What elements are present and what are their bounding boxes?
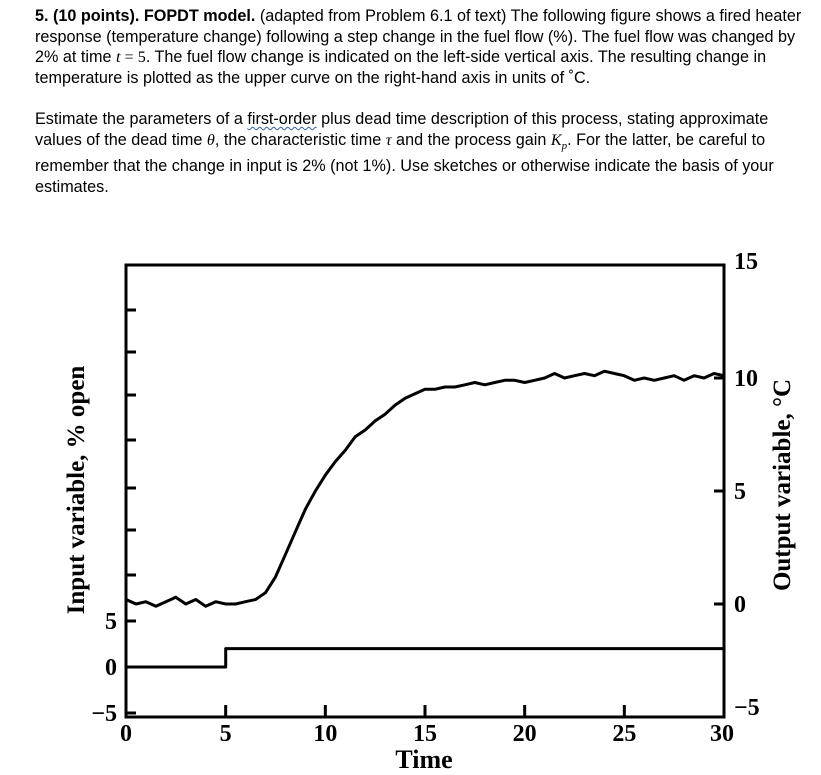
x-tick-label: 30	[710, 721, 734, 747]
paragraph-1-text-b: . The fuel flow change is indicated on the left-side vertical axis. The resulting change in temperature is plotted as the upper curve on the right-hand axis in units of ˚C.	[35, 48, 767, 88]
paragraph-1-text-a: (adapted from Problem 6.1 of text) The following figure shows a fired heater response (temperature change) following a step change in the fuel flow (%). The fuel flow was changed by 2% at time	[35, 7, 802, 67]
problem-points: (10 points).	[53, 7, 140, 25]
right-tick-label: 15	[734, 249, 758, 275]
right-tick-label: 10	[734, 366, 758, 392]
math-t: t	[115, 48, 121, 67]
left-tick-label: 5	[105, 609, 117, 635]
x-tick-label: 0	[120, 721, 132, 747]
x-tick-label: 20	[512, 721, 537, 747]
x-tick-label: 5	[219, 721, 232, 747]
paragraph-2-text-a: Estimate the parameters of a	[35, 109, 248, 128]
x-tick-label: 15	[413, 721, 437, 747]
problem-title: FOPDT model.	[143, 7, 256, 25]
output-series-line	[126, 371, 724, 606]
math-eq: = 5	[120, 48, 146, 67]
tick-labels	[91, 249, 759, 747]
math-kp-k: K	[550, 130, 562, 149]
left-tick-label: 0	[105, 655, 117, 681]
left-tick-label: −5	[91, 701, 117, 727]
right-tick-label: 5	[734, 479, 746, 505]
x-axis-title: Time	[395, 745, 453, 774]
math-kp-sub: p	[561, 139, 568, 152]
left-axis-title: Input variable, % open	[63, 365, 90, 615]
input-series-line	[126, 649, 724, 667]
paragraph-2-text-e: . For the latter, be careful to remember that the change in input is 2% (not 1%). Use sketches or otherwise indicate the basis of your estimates.	[35, 130, 774, 197]
right-tick-label: −5	[734, 695, 760, 721]
problem-number: 5.	[35, 7, 49, 25]
paragraph-2-text-b: plus dead time description of this process, stating approximate values of the dead time	[35, 109, 769, 149]
paragraph-2-text-c: , the characteristic time	[214, 130, 386, 149]
math-tau: τ	[385, 130, 392, 149]
x-tick-label: 25	[612, 721, 637, 747]
right-tick-label: 0	[734, 592, 746, 618]
series-layer	[126, 371, 724, 667]
math-theta: θ	[206, 130, 215, 149]
paragraph-2-text-d: and the process gain	[391, 130, 551, 149]
x-tick-label: 10	[313, 721, 338, 747]
spellcheck-word: first-order	[247, 109, 317, 128]
right-axis-title: Output variable, °C	[769, 378, 796, 592]
